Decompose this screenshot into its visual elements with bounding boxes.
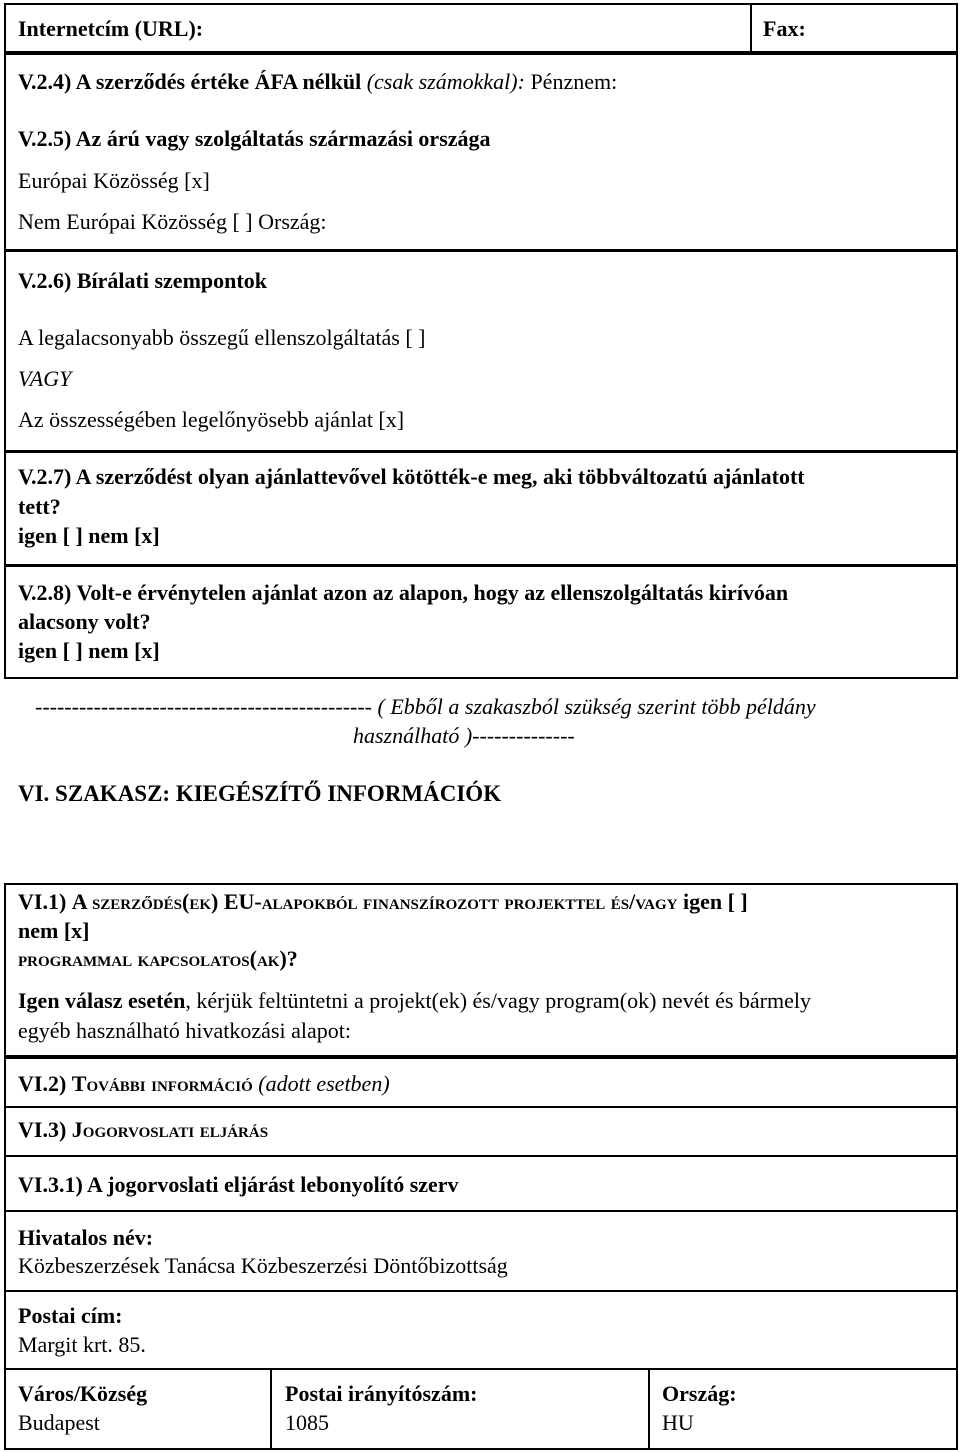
divider-v27 <box>4 450 958 453</box>
v24-currency: Pénznem: <box>530 69 618 94</box>
country-label: Ország: <box>662 1381 737 1406</box>
vi1-note-line1 <box>18 988 811 1014</box>
v27-question-line2: tett? <box>18 494 61 519</box>
vi2-note: (adott esetben) <box>258 1071 390 1096</box>
vi2-number: VI.2) <box>18 1071 67 1096</box>
v28-question-line2: alacsony volt? <box>18 609 151 634</box>
vi1-question-part2: programmal kapcsolatos(ak)? <box>18 946 298 971</box>
separator-line1: ---------------------------------------------- ( Ebből a szakaszból szükség szerint több példány <box>35 694 816 719</box>
divider-vi3 <box>4 1106 958 1108</box>
vi1-answer-yes: igen [ ] <box>682 889 748 914</box>
separator-line2: használható )-------------- <box>353 723 575 748</box>
vi1-note-bold: Igen válasz esetén <box>18 988 186 1013</box>
vi3-number: VI.3) <box>18 1117 67 1142</box>
divider-vi31 <box>4 1155 958 1157</box>
vi2-line <box>18 1071 390 1097</box>
vi1-question-part1: A szerződés(ek) EU-alapokból finanszírozott projekttel és/vagy <box>71 889 678 914</box>
fax-label: Fax: <box>763 16 806 41</box>
vi3-line <box>18 1117 268 1143</box>
zip-label: Postai irányítószám: <box>285 1381 478 1406</box>
vi3-title: Jogorvoslati eljárás <box>71 1117 269 1142</box>
vi1-question-line1 <box>18 889 748 915</box>
divider-official-name <box>4 1210 958 1212</box>
url-label: Internetcím (URL): <box>18 16 204 41</box>
vi1-number: VI.1) <box>18 889 67 914</box>
divider-v26 <box>4 249 958 252</box>
v24-line <box>18 69 617 95</box>
city-label: Város/Község <box>18 1381 148 1406</box>
v27-question-line1: V.2.7) A szerződést olyan ajánlattevővel kötötték-e meg, aki többváltozatú ajánlatott <box>18 464 805 489</box>
v26-or: VAGY <box>18 366 72 391</box>
contact-divider <box>750 3 752 53</box>
v26-option-best: Az összességében legelőnyösebb ajánlat [x] <box>18 407 405 432</box>
vi1-note-rest: , kérjük feltüntetni a projekt(ek) és/vagy program(ok) nevét és bármely <box>185 988 811 1013</box>
v26-title: V.2.6) Bírálati szempontok <box>18 268 267 293</box>
postal-address-label: Postai cím: <box>18 1303 123 1328</box>
v28-answer: igen [ ] nem [x] <box>18 638 160 663</box>
divider-postal-address <box>4 1290 958 1292</box>
v25-option-ec: Európai Közösség [x] <box>18 168 210 193</box>
v25-option-non-ec: Nem Európai Közösség [ ] Ország: <box>18 209 327 234</box>
v24-label: V.2.4) A szerződés értéke ÁFA nélkül <box>18 69 362 94</box>
v26-option-lowest: A legalacsonyabb összegű ellenszolgáltatás [ ] <box>18 325 426 350</box>
divider-city-zip <box>270 1368 272 1450</box>
section-vi-title: VI. SZAKASZ: KIEGÉSZÍTŐ INFORMÁCIÓK <box>18 781 502 806</box>
vi1-note-line2: egyéb használható hivatkozási alapot: <box>18 1018 351 1043</box>
country-value: HU <box>662 1410 694 1435</box>
v25-title: V.2.5) Az árú vagy szolgáltatás származási országa <box>18 126 491 151</box>
postal-address-value: Margit krt. 85. <box>18 1332 146 1357</box>
vi1-answer-no: nem [x] <box>18 918 90 943</box>
divider-city-row <box>4 1368 958 1370</box>
divider-v28 <box>4 564 958 567</box>
v24-note: (csak számokkal): <box>366 69 525 94</box>
official-name-label: Hivatalos név: <box>18 1225 154 1250</box>
divider-zip-country <box>648 1368 650 1450</box>
vi2-title: További információ <box>71 1071 253 1096</box>
vi31-title: VI.3.1) A jogorvoslati eljárást lebonyolító szerv <box>18 1172 459 1197</box>
city-value: Budapest <box>18 1410 100 1435</box>
v28-question-line1: V.2.8) Volt-e érvénytelen ajánlat azon az alapon, hogy az ellenszolgáltatás kirívóan <box>18 580 789 605</box>
zip-value: 1085 <box>285 1410 329 1435</box>
official-name-value: Közbeszerzések Tanácsa Közbeszerzési Döntőbizottság <box>18 1253 508 1278</box>
v27-answer: igen [ ] nem [x] <box>18 523 160 548</box>
